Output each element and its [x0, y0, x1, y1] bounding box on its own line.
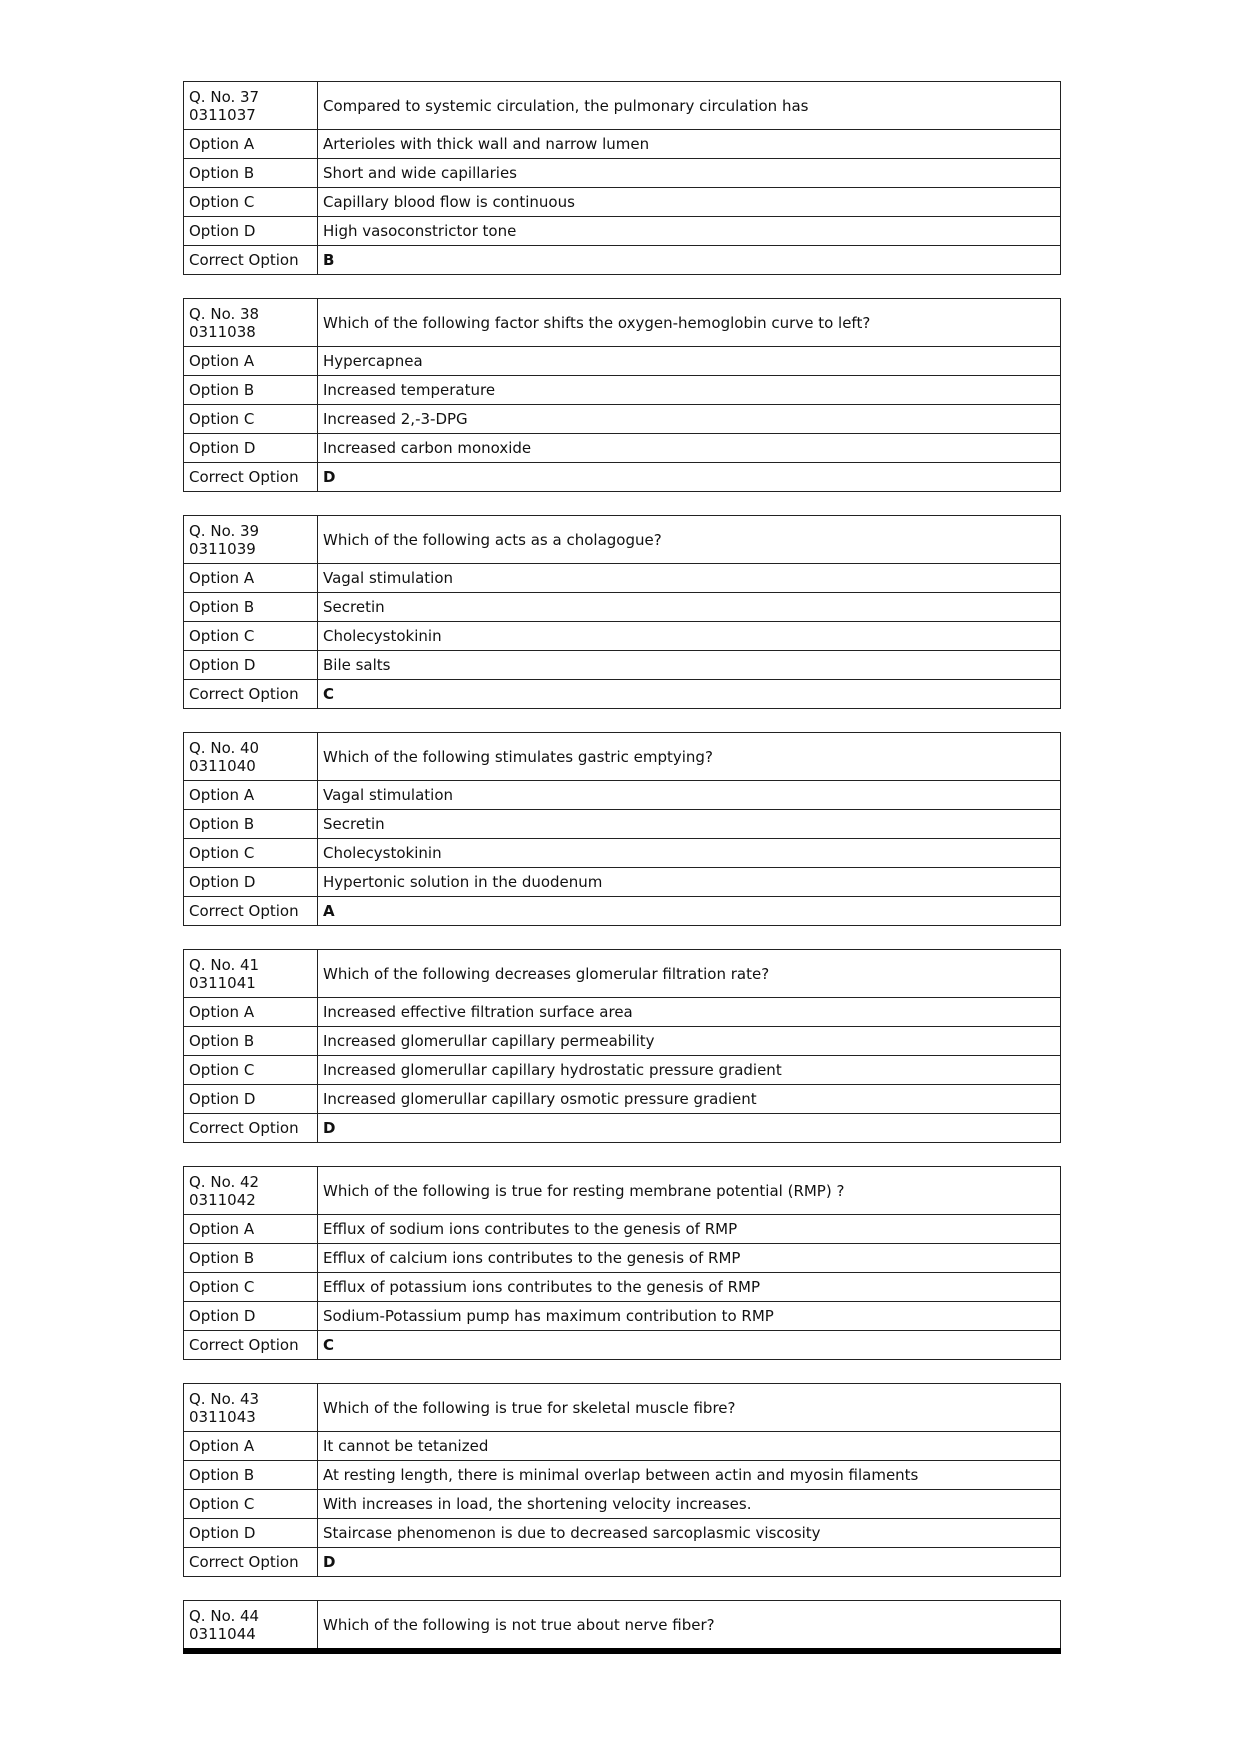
question-text: Which of the following is true for resting membrane potential (RMP) ?: [318, 1167, 1061, 1215]
option-label: Option D: [184, 651, 318, 680]
option-label: Option D: [184, 1519, 318, 1548]
option-text: Capillary blood flow is continuous: [318, 188, 1061, 217]
option-text: Vagal stimulation: [318, 781, 1061, 810]
option-row-a: [184, 347, 1061, 376]
option-row-c: [184, 405, 1061, 434]
question-code: 0311037: [189, 105, 256, 124]
option-label: Option A: [184, 1215, 318, 1244]
correct-option-value: D: [318, 1548, 1061, 1577]
option-text: Sodium-Potassium pump has maximum contribution to RMP: [318, 1302, 1061, 1331]
option-text: Arterioles with thick wall and narrow lumen: [318, 130, 1061, 159]
option-label: Option A: [184, 347, 318, 376]
option-label: Option A: [184, 1432, 318, 1461]
question-row: [184, 733, 1061, 781]
question-row: [184, 950, 1061, 998]
question-row: [184, 1167, 1061, 1215]
option-text: Increased glomerullar capillary osmotic pressure gradient: [318, 1085, 1061, 1114]
option-text: Vagal stimulation: [318, 564, 1061, 593]
correct-option-value: D: [318, 463, 1061, 492]
question-number-cell: [184, 1601, 318, 1652]
option-text: Efflux of calcium ions contributes to the genesis of RMP: [318, 1244, 1061, 1273]
correct-option-label: Correct Option: [184, 1114, 318, 1143]
option-label: Option C: [184, 839, 318, 868]
question-code: 0311040: [189, 756, 256, 775]
option-row-b: [184, 376, 1061, 405]
option-label: Option D: [184, 1302, 318, 1331]
question-code: 0311042: [189, 1190, 256, 1209]
option-text: Short and wide capillaries: [318, 159, 1061, 188]
option-label: Option C: [184, 188, 318, 217]
correct-option-value: A: [318, 897, 1061, 926]
option-label: Option C: [184, 405, 318, 434]
option-text: Hypertonic solution in the duodenum: [318, 868, 1061, 897]
option-text: Hypercapnea: [318, 347, 1061, 376]
option-row-b: [184, 593, 1061, 622]
option-row-a: [184, 1432, 1061, 1461]
correct-option-label: Correct Option: [184, 1331, 318, 1360]
option-text: At resting length, there is minimal overlap between actin and myosin filaments: [318, 1461, 1061, 1490]
correct-option-label: Correct Option: [184, 1548, 318, 1577]
correct-option-value: B: [318, 246, 1061, 275]
option-row-b: [184, 1461, 1061, 1490]
question-number-cell: [184, 733, 318, 781]
option-text: Increased glomerullar capillary permeability: [318, 1027, 1061, 1056]
option-row-d: [184, 434, 1061, 463]
option-text: Secretin: [318, 810, 1061, 839]
correct-option-row: [184, 680, 1061, 709]
option-text: High vasoconstrictor tone: [318, 217, 1061, 246]
option-label: Option B: [184, 376, 318, 405]
option-row-a: [184, 1215, 1061, 1244]
question-table: [183, 298, 1061, 492]
question-row: [184, 1384, 1061, 1432]
option-text: Increased glomerullar capillary hydrostatic pressure gradient: [318, 1056, 1061, 1085]
option-text: Bile salts: [318, 651, 1061, 680]
option-label: Option D: [184, 217, 318, 246]
option-row-a: [184, 564, 1061, 593]
question-number: Q. No. 43: [189, 1389, 260, 1408]
option-label: Option A: [184, 781, 318, 810]
question-number-cell: [184, 950, 318, 998]
question-text: Which of the following acts as a cholagogue?: [318, 516, 1061, 564]
question-table: [183, 732, 1061, 926]
option-row-d: [184, 217, 1061, 246]
option-text: Secretin: [318, 593, 1061, 622]
question-table: [183, 1600, 1061, 1654]
correct-option-label: Correct Option: [184, 463, 318, 492]
option-label: Option A: [184, 564, 318, 593]
option-row-a: [184, 998, 1061, 1027]
option-row-b: [184, 810, 1061, 839]
question-number: Q. No. 44: [189, 1606, 260, 1625]
question-number-cell: [184, 299, 318, 347]
question-code: 0311038: [189, 322, 256, 341]
correct-option-label: Correct Option: [184, 897, 318, 926]
option-label: Option B: [184, 810, 318, 839]
option-row-d: [184, 1085, 1061, 1114]
correct-option-label: Correct Option: [184, 246, 318, 275]
option-text: Cholecystokinin: [318, 839, 1061, 868]
option-text: Increased carbon monoxide: [318, 434, 1061, 463]
option-label: Option C: [184, 622, 318, 651]
option-label: Option B: [184, 1461, 318, 1490]
question-number-cell: [184, 82, 318, 130]
correct-option-value: C: [318, 1331, 1061, 1360]
question-text: Which of the following factor shifts the oxygen-hemoglobin curve to left?: [318, 299, 1061, 347]
option-text: It cannot be tetanized: [318, 1432, 1061, 1461]
option-label: Option D: [184, 868, 318, 897]
question-number: Q. No. 42: [189, 1172, 260, 1191]
option-text: Efflux of sodium ions contributes to the genesis of RMP: [318, 1215, 1061, 1244]
option-text: Increased 2,-3-DPG: [318, 405, 1061, 434]
option-row-d: [184, 1519, 1061, 1548]
question-text: Which of the following decreases glomerular filtration rate?: [318, 950, 1061, 998]
question-table: [183, 1166, 1061, 1360]
correct-option-row: [184, 1548, 1061, 1577]
question-row: [184, 1601, 1061, 1652]
option-text: Increased temperature: [318, 376, 1061, 405]
option-row-d: [184, 868, 1061, 897]
option-label: Option D: [184, 1085, 318, 1114]
question-row: [184, 299, 1061, 347]
option-row-a: [184, 781, 1061, 810]
question-number: Q. No. 40: [189, 738, 260, 757]
question-number-cell: [184, 516, 318, 564]
question-text: Which of the following stimulates gastric emptying?: [318, 733, 1061, 781]
option-row-c: [184, 839, 1061, 868]
option-row-c: [184, 1273, 1061, 1302]
option-row-b: [184, 159, 1061, 188]
option-label: Option C: [184, 1490, 318, 1519]
correct-option-row: [184, 1114, 1061, 1143]
option-text: With increases in load, the shortening velocity increases.: [318, 1490, 1061, 1519]
question-text: Which of the following is not true about nerve fiber?: [318, 1601, 1061, 1652]
option-row-b: [184, 1244, 1061, 1273]
option-row-c: [184, 188, 1061, 217]
option-row-b: [184, 1027, 1061, 1056]
correct-option-row: [184, 463, 1061, 492]
option-row-d: [184, 1302, 1061, 1331]
question-row: [184, 516, 1061, 564]
question-number: Q. No. 37: [189, 87, 260, 106]
correct-option-value: D: [318, 1114, 1061, 1143]
option-text: Staircase phenomenon is due to decreased sarcoplasmic viscosity: [318, 1519, 1061, 1548]
question-table: [183, 515, 1061, 709]
option-text: Cholecystokinin: [318, 622, 1061, 651]
option-row-c: [184, 1490, 1061, 1519]
option-row-c: [184, 622, 1061, 651]
question-number: Q. No. 38: [189, 304, 260, 323]
option-label: Option A: [184, 998, 318, 1027]
option-row-a: [184, 130, 1061, 159]
option-row-d: [184, 651, 1061, 680]
option-row-c: [184, 1056, 1061, 1085]
question-code: 0311041: [189, 973, 256, 992]
correct-option-row: [184, 246, 1061, 275]
question-text: Compared to systemic circulation, the pulmonary circulation has: [318, 82, 1061, 130]
question-code: 0311044: [189, 1624, 256, 1643]
correct-option-label: Correct Option: [184, 680, 318, 709]
question-list: [183, 81, 1061, 1677]
question-number-cell: [184, 1384, 318, 1432]
option-label: Option C: [184, 1273, 318, 1302]
option-label: Option C: [184, 1056, 318, 1085]
option-label: Option B: [184, 593, 318, 622]
question-table: [183, 81, 1061, 275]
option-text: Increased effective filtration surface area: [318, 998, 1061, 1027]
question-table: [183, 1383, 1061, 1577]
option-label: Option B: [184, 1244, 318, 1273]
question-code: 0311039: [189, 539, 256, 558]
option-text: Efflux of potassium ions contributes to the genesis of RMP: [318, 1273, 1061, 1302]
question-number-cell: [184, 1167, 318, 1215]
option-label: Option B: [184, 1027, 318, 1056]
correct-option-value: C: [318, 680, 1061, 709]
question-table: [183, 949, 1061, 1143]
question-number: Q. No. 39: [189, 521, 260, 540]
question-number: Q. No. 41: [189, 955, 260, 974]
correct-option-row: [184, 897, 1061, 926]
question-row: [184, 82, 1061, 130]
correct-option-row: [184, 1331, 1061, 1360]
option-label: Option A: [184, 130, 318, 159]
option-label: Option B: [184, 159, 318, 188]
option-label: Option D: [184, 434, 318, 463]
question-code: 0311043: [189, 1407, 256, 1426]
question-text: Which of the following is true for skeletal muscle fibre?: [318, 1384, 1061, 1432]
